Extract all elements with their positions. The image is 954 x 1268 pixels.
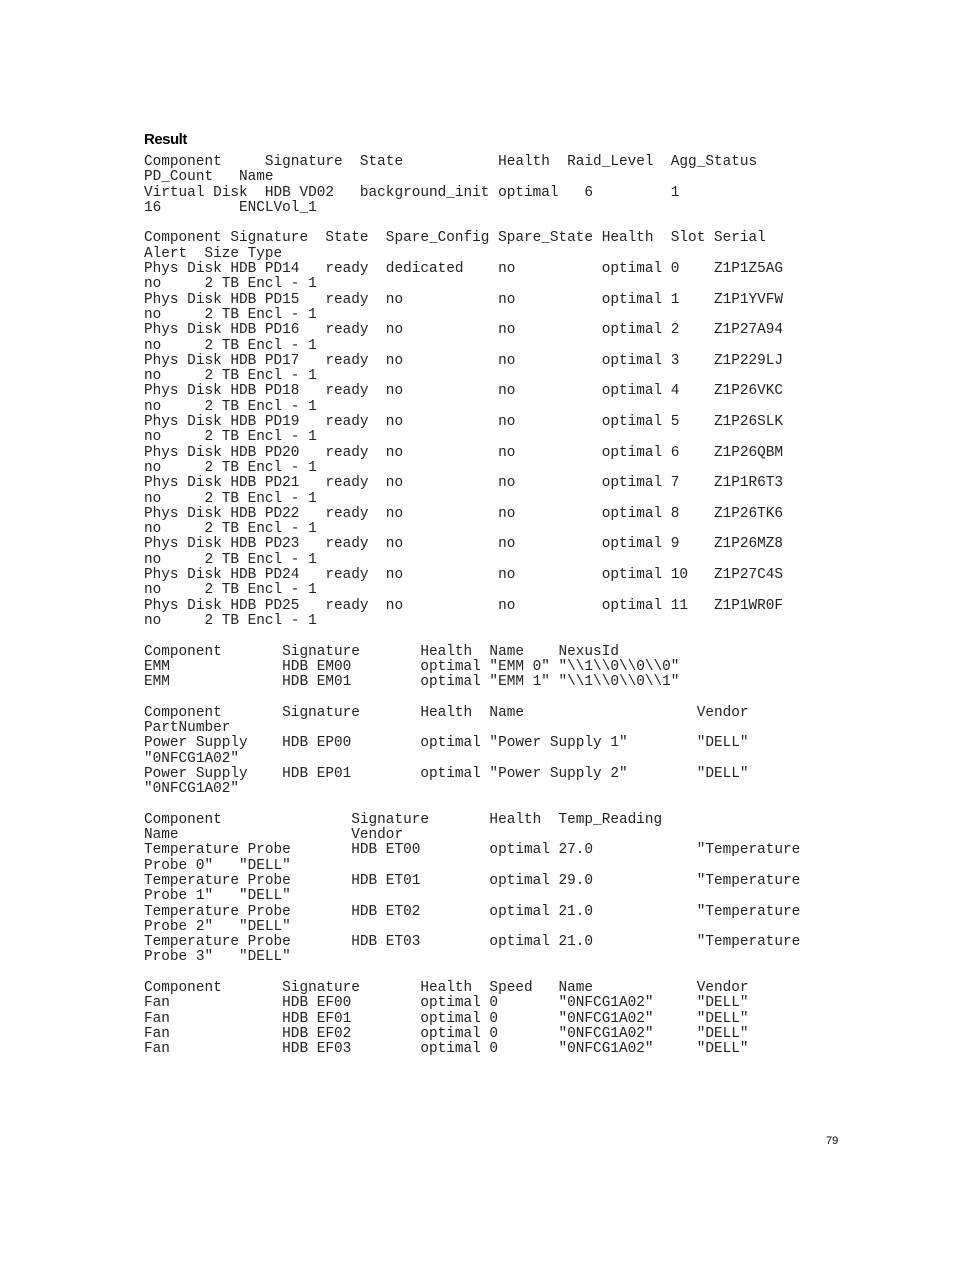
result-heading: Result bbox=[144, 131, 187, 148]
page-number: 79 bbox=[826, 1135, 839, 1147]
command-output-block: Component Signature State Health Raid_Level Agg_Status PD_Count Name Virtual Disk HDB VD02 background_init optimal 6 1 16 ENCLVol_1 Component Signature State Spare_Config Spare_State Health Slot Serial Alert Size Type Phys Disk HDB PD14 ready dedicated no optimal 0 Z1P1Z5AG no 2 TB Encl - 1 Phys Disk HDB PD15 ready no no optimal 1 Z1P1YVFW no 2 TB Encl - 1 Phys Disk HDB PD16 ready no no optimal 2 Z1P27A94 no 2 TB Encl - 1 Phys Disk HDB PD17 ready no no optimal 3 Z1P229LJ no 2 TB Encl - 1 Phys Disk HDB PD18 ready no no optimal 4 Z1P26VKC no 2 TB Encl - 1 Phys Disk HDB PD19 ready no no optimal 5 Z1P26SLK no 2 TB Encl - 1 Phys Disk HDB PD20 ready no no optimal 6 Z1P26QBM no 2 TB Encl - 1 Phys Disk HDB PD21 ready no no optimal 7 Z1P1R6T3 no 2 TB Encl - 1 Phys Disk HDB PD22 ready no no optimal 8 Z1P26TK6 no 2 TB Encl - 1 Phys Disk HDB PD23 ready no no optimal 9 Z1P26MZ8 no 2 TB Encl - 1 Phys Disk HDB PD24 ready no no optimal 10 Z1P27C4S no 2 TB Encl - 1 Phys Disk HDB PD25 ready no no optimal 11 Z1P1WR0F no 2 TB Encl - 1 Component Signature Health Name NexusId EMM HDB EM00 optimal "EMM 0" "\\1\\0\\0\\0" EMM HDB EM01 optimal "EMM 1" "\\1\\0\\0\\1" Component Signature Health Name Vendor PartNumber Power Supply HDB EP00 optimal "Power Supply 1" "DELL" "0NFCG1A02" Power Supply HDB EP01 optimal "Power Supply 2" "DELL" "0NFCG1A02" Component Signature Health Temp_Reading Name Vendor Temperature Probe HDB ET00 optimal 27.0 "Temperature Probe 0" "DELL" Temperature Probe HDB ET01 optimal 29.0 "Temperature Probe 1" "DELL" Temperature Probe HDB ET02 optimal 21.0 "Temperature Probe 2" "DELL" Temperature Probe HDB ET03 optimal 21.0 "Temperature Probe 3" "DELL" Component Signature Health Speed Name Vendor Fan HDB EF00 optimal 0 "0NFCG1A02" "DELL" Fan HDB EF01 optimal 0 "0NFCG1A02" "DELL" Fan HDB EF02 optimal 0 "0NFCG1A02" "DELL" Fan HDB EF03 optimal 0 "0NFCG1A02" "DELL" bbox=[144, 154, 801, 1058]
